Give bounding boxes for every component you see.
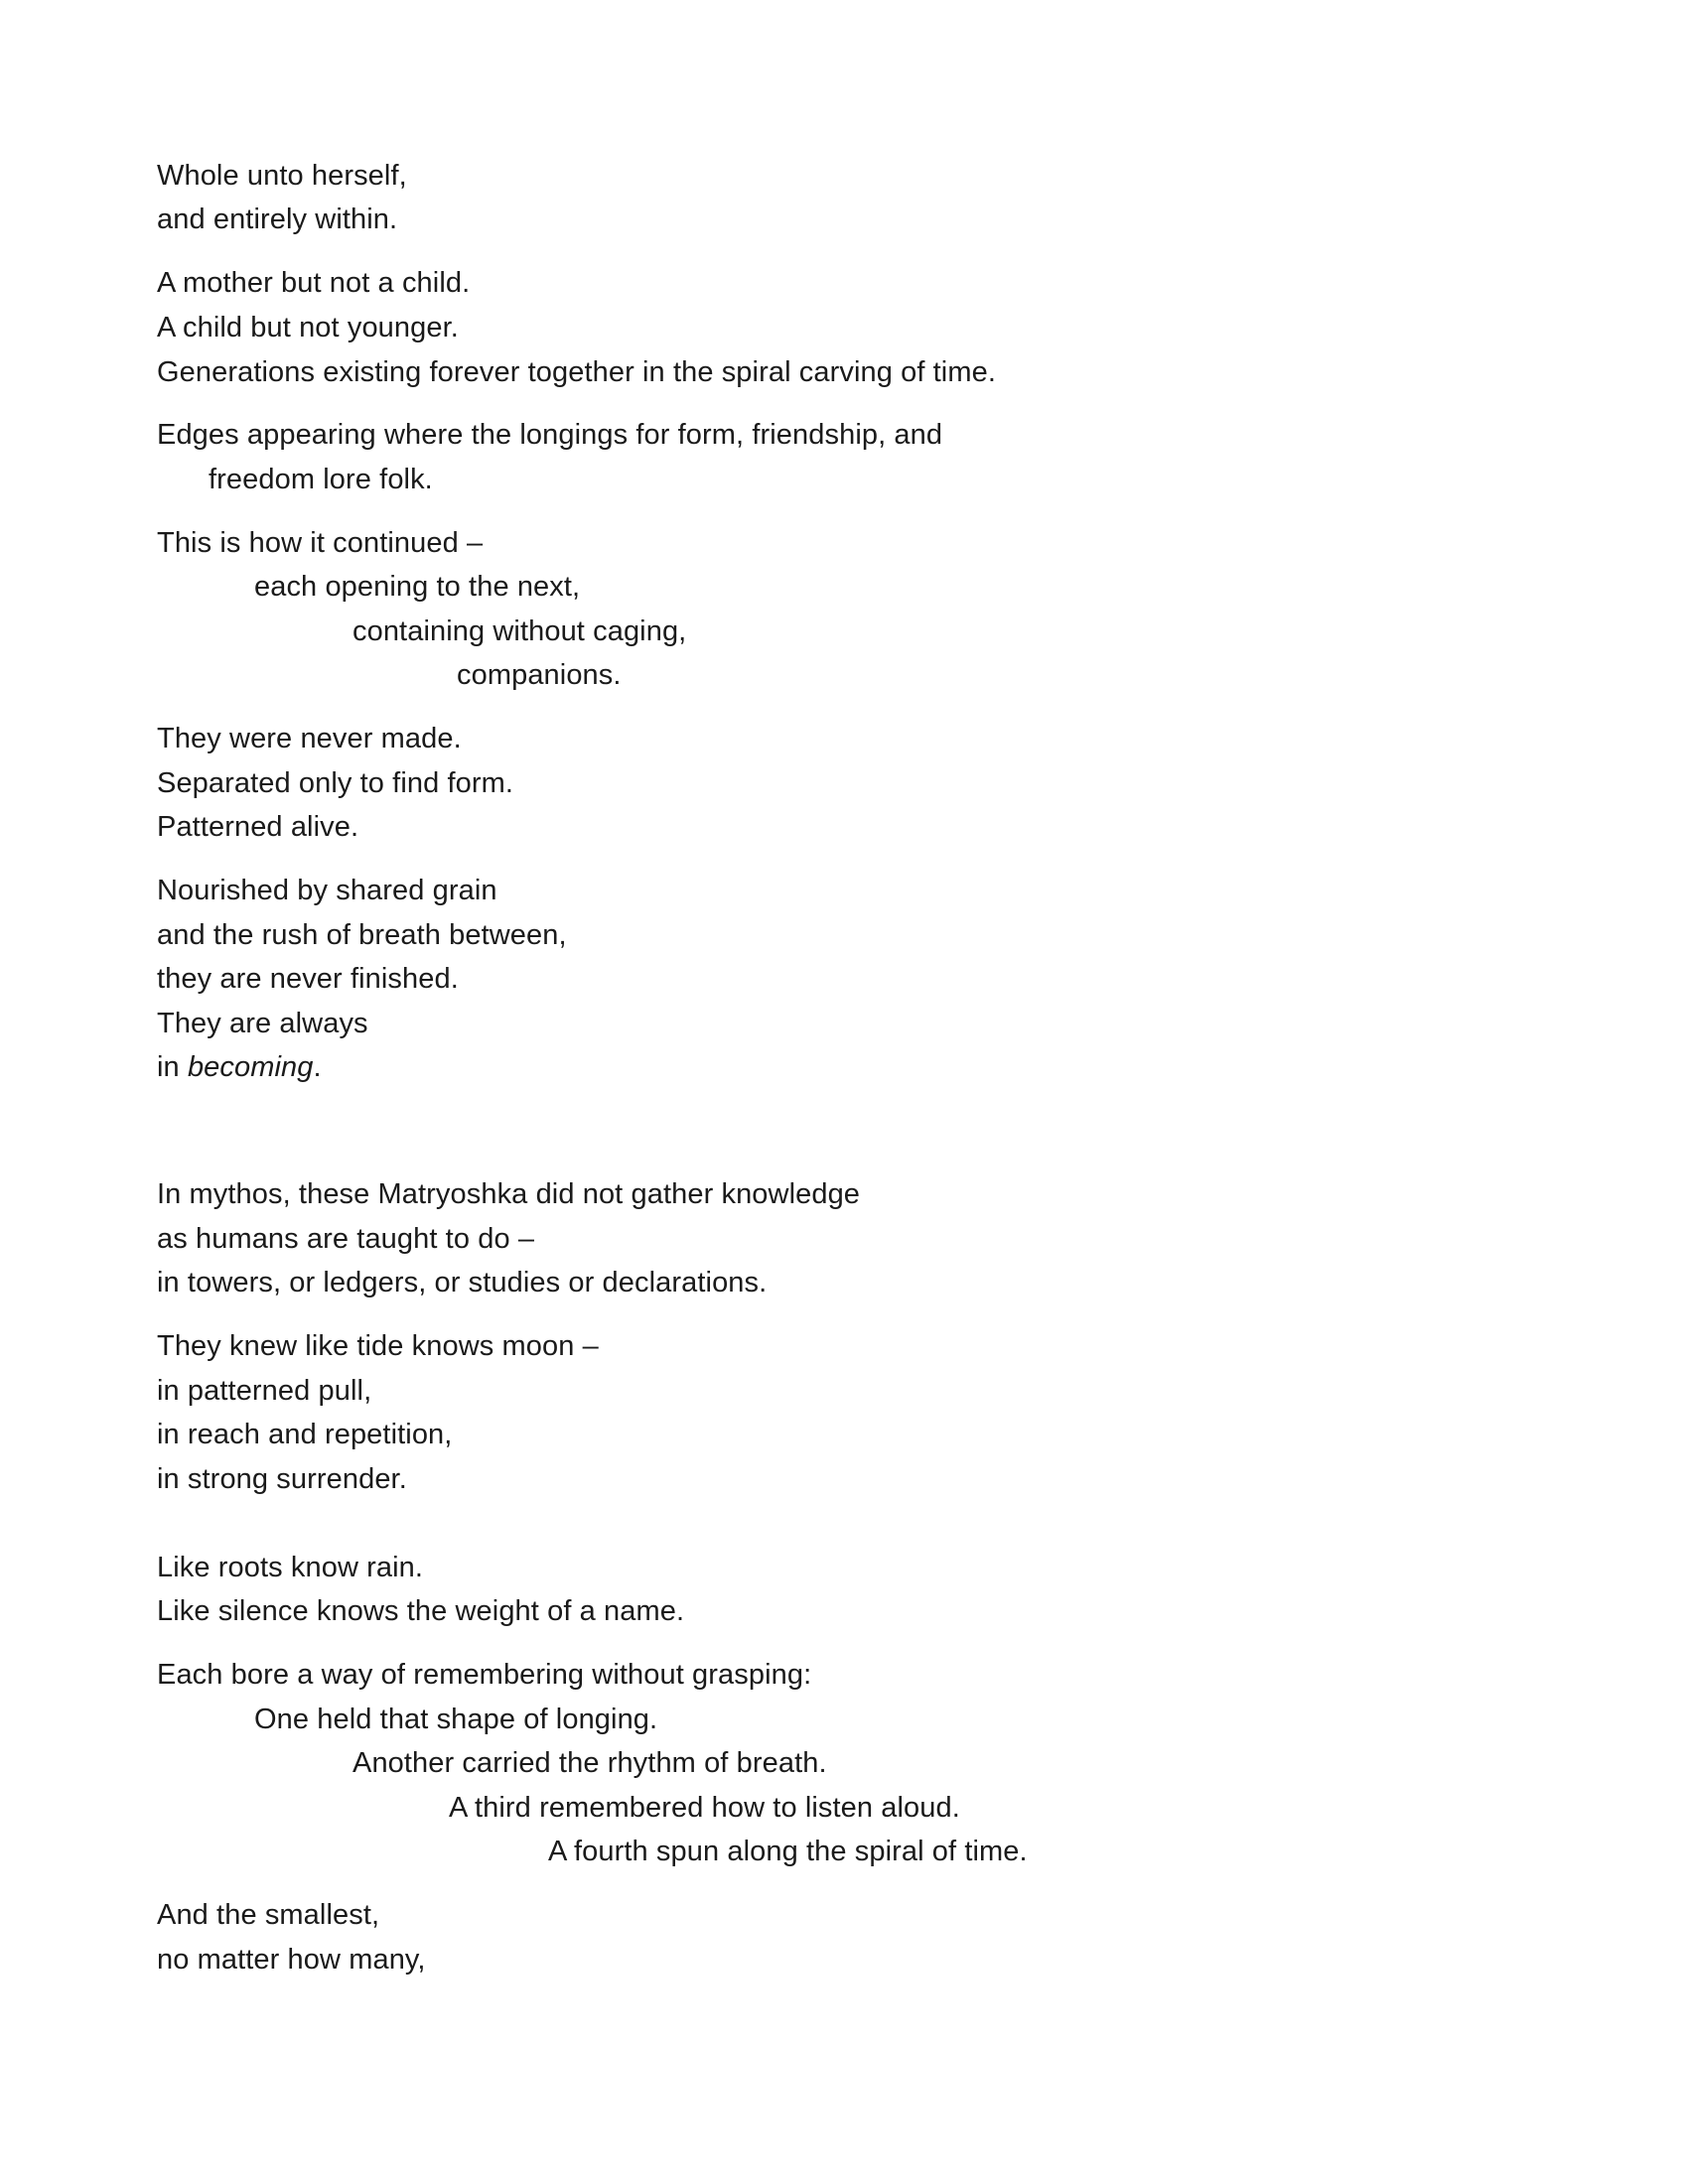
poem-line: containing without caging, <box>352 615 687 647</box>
poem-line: in towers, or ledgers, or studies or declarations. <box>157 1267 768 1298</box>
poem-line: Each bore a way of remembering without grasping: <box>157 1659 812 1691</box>
poem-line: They are always <box>157 1008 368 1039</box>
poem-line: Whole unto herself, <box>157 160 407 192</box>
poem-line <box>157 1049 322 1085</box>
poem-line: Edges appearing where the longings for form, friendship, and <box>157 419 943 451</box>
poem-line: And the smallest, <box>157 1899 380 1931</box>
emphasis-text: becoming <box>187 1051 314 1083</box>
poem-line: freedom lore folk. <box>209 464 433 495</box>
poem-line: A fourth spun along the spiral of time. <box>548 1836 1028 1867</box>
poem-text: in <box>157 1051 188 1083</box>
poem-line: each opening to the next, <box>254 571 581 603</box>
poem-line: they are never finished. <box>157 963 459 995</box>
poem-line: In mythos, these Matryoshka did not gather knowledge <box>157 1178 861 1210</box>
poem-text: . <box>313 1051 322 1083</box>
poem-line: Patterned alive. <box>157 811 359 843</box>
poem-line: in patterned pull, <box>157 1375 372 1407</box>
poem-line: companions. <box>457 659 622 691</box>
poem-line: and the rush of breath between, <box>157 919 567 951</box>
poem-line: Separated only to find form. <box>157 767 514 799</box>
poem-line: no matter how many, <box>157 1944 426 1976</box>
poem-line: They were never made. <box>157 723 462 754</box>
poem-line: One held that shape of longing. <box>254 1704 658 1735</box>
poem-line: as humans are taught to do – <box>157 1223 535 1255</box>
poem-line: and entirely within. <box>157 204 398 235</box>
poem-line: Like roots know rain. <box>157 1552 424 1583</box>
poem-line: in reach and repetition, <box>157 1419 453 1450</box>
poem-line: This is how it continued – <box>157 527 484 559</box>
poem-line: Generations existing forever together in the spiral carving of time. <box>157 356 996 388</box>
poem-line: Nourished by shared grain <box>157 875 497 906</box>
poem-line: A mother but not a child. <box>157 267 471 299</box>
poem-line: Another carried the rhythm of breath. <box>352 1747 827 1779</box>
poem-line: A child but not younger. <box>157 312 459 343</box>
poem-line: They knew like tide knows moon – <box>157 1330 599 1362</box>
poem-line: Like silence knows the weight of a name. <box>157 1595 685 1627</box>
poem-line: in strong surrender. <box>157 1463 407 1495</box>
poem-line: A third remembered how to listen aloud. <box>449 1792 960 1824</box>
